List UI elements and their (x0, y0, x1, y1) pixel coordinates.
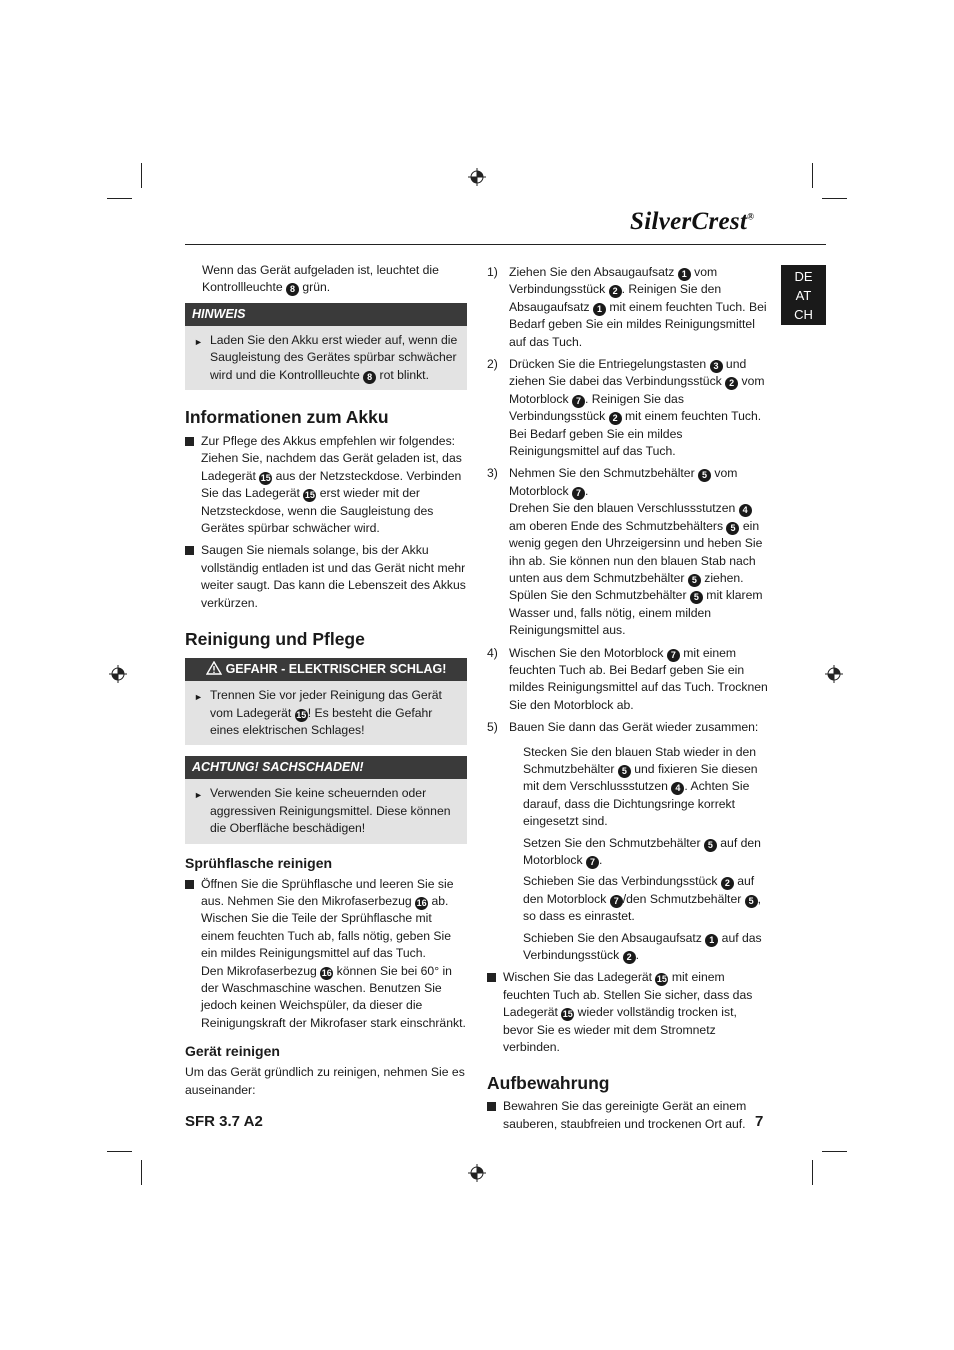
callout-15: 15 (562, 1009, 573, 1020)
callout-1: 1 (593, 303, 606, 316)
callout-16: 16 (416, 897, 427, 908)
warning-triangle-icon (206, 661, 222, 675)
arrow-icon: ► (194, 692, 203, 703)
bullet-square-icon (487, 973, 496, 982)
callout-2: 2 (623, 951, 636, 964)
callout-3: 3 (710, 360, 723, 373)
heading-pflege: Reinigung und Pflege (185, 629, 365, 650)
header-rule (185, 244, 826, 245)
heading-geraet: Gerät reinigen (185, 1043, 280, 1060)
callout-2: 2 (725, 377, 738, 390)
footer-model: SFR 3.7 A2 (185, 1113, 263, 1130)
hinweis-body: ► Laden Sie den Akku erst wieder auf, wenn die Saugleistung des Gerätes spürbar schwächer wird und die Kontrollleuchte 8 rot blinkt. (194, 332, 458, 382)
charge-intro: Wenn das Gerät aufgeladen ist, leuchtet die Kontrollleuchte 8 grün. (202, 263, 439, 295)
registration-icon (109, 665, 127, 683)
crop-mark (107, 1151, 132, 1152)
callout-5: 5 (688, 574, 701, 587)
callout-5: 5 (745, 895, 758, 908)
step-2: 2) Drücken Sie die Entriegelungstasten 3 und ziehen Sie dabei das Verbindungsstück 2 vom Motorblock 7 . Reinigen Sie das Verbindungsstück 2 mit einem feuchten Tuch. Bei Bedarf geben Sie ein mildes Reinigungsmittel auf das Tuch. (487, 357, 765, 459)
step-1: 1) Ziehen Sie den Absaugaufsatz 1 vom Verbindungsstück 2 . Reinigen Sie den Absaugaufsatz 1 mit einem feuchten Tuch. Bei Bedarf geben Sie ein mildes Reinigungsmittel auf das Tuch. (487, 265, 767, 349)
geraet-text: Um das Gerät gründlich zu reinigen, nehmen Sie es auseinander: (185, 1065, 465, 1097)
callout-4: 4 (671, 782, 684, 795)
gefahr-title: GEFAHR - ELEKTRISCHER SCHLAG! (185, 658, 467, 681)
callout-2: 2 (721, 877, 734, 890)
heading-aufbewahrung: Aufbewahrung (487, 1073, 610, 1094)
callout-5: 5 (698, 469, 711, 482)
crop-mark (812, 1160, 813, 1185)
gefahr-box (185, 658, 467, 745)
achtung-title: ACHTUNG! SACHSCHADEN! (185, 756, 467, 779)
arrow-icon: ► (194, 790, 203, 801)
ladegeraet-bullet: Wischen Sie das Ladegerät 15 mit einem feuchten Tuch ab. Stellen Sie sicher, dass das Ladegerät 15 wieder vollständig trocken ist, bevor Sie es wieder mit dem Stromnetz verbinden. (487, 969, 769, 1056)
gefahr-body: ► Trennen Sie vor jeder Reinigung das Gerät vom Ladegerät 15 ! Es besteht die Gefahr eines elektrischen Schlages! (194, 688, 442, 737)
registration-icon (468, 168, 486, 186)
callout-7: 7 (572, 487, 585, 500)
callout-16: 16 (321, 967, 332, 978)
callout-7: 7 (667, 649, 680, 662)
achtung-box (185, 756, 467, 843)
spray-bullet: Öffnen Sie die Sprühflasche und leeren Sie sie aus. Nehmen Sie den Mikrofaserbezug 16 ab. Wischen Sie die Teile der Sprühflasche mit einem feuchten Tuch ab, falls nötig, geben Sie ein mildes Reinigungsmittel auf das Tuch. Den Mikrofaserbezug 16 können Sie bei 60° in der Waschmaschine waschen. Benutzen Sie jedoch keinen Weichspüler, da dieser die Reinigungskraft der Mikrofaser stark einschränkt. (185, 876, 467, 1033)
crop-mark (822, 198, 847, 199)
crop-mark (141, 1160, 142, 1185)
callout-8: 8 (286, 283, 299, 296)
callout-15: 15 (296, 709, 307, 720)
callout-7: 7 (572, 395, 585, 408)
callout-15: 15 (260, 472, 271, 483)
registration-icon (825, 665, 843, 683)
akku-bullet-1: Zur Pflege des Akkus empfehlen wir folgendes: Ziehen Sie, nachdem das Gerät geladen ist, das Ladegerät 15 aus der Netzsteckdose. Verbinden Sie das Ladegerät 15 erst wieder mit der Netzsteckdose, wenn die Saugleistung des Gerätes spürbar schwächer wird. (185, 433, 467, 537)
right-column (487, 264, 769, 1133)
heading-akku: Informationen zum Akku (185, 407, 389, 428)
callout-5: 5 (690, 591, 703, 604)
crop-mark (822, 1151, 847, 1152)
crop-mark (141, 163, 142, 188)
left-column (185, 262, 467, 1099)
bullet-square-icon (487, 1102, 496, 1111)
step-3: 3) Nehmen Sie den Schmutzbehälter 5 vom Motorblock 7 . Drehen Sie den blauen Verschlussstutzen 4 am oberen Ende des Schmutzbehälters 5 ein wenig gegen den Uhrzeigersinn und heben Sie ihn ab. Sie können nun den blauen Stab nach unten aus dem Schmutzbehälter 5 ziehen. Spülen Sie den Schmutzbehälter 5 mit klarem Wasser und, falls nötig, einem milden Reinigungsmittel aus. (487, 466, 763, 638)
callout-8: 8 (363, 371, 376, 384)
language-badge (781, 265, 826, 325)
page-number: 7 (755, 1113, 764, 1130)
step-4: 4) Wischen Sie den Motorblock 7 mit einem feuchten Tuch ab. Bei Bedarf geben Sie ein mildes Reinigungsmittel auf das Tuch. Trocknen Sie den Motorblock ab. (487, 645, 768, 712)
language-ch: CH (794, 307, 813, 322)
crop-mark (107, 198, 132, 199)
aufbewahrung-bullet: Bewahren Sie das gereinigte Gerät an einem sauberen, staubfreien und trockenen Ort auf. (487, 1098, 769, 1133)
language-de: DE (794, 269, 813, 284)
bullet-square-icon (185, 546, 194, 555)
hinweis-title: HINWEIS (185, 303, 467, 326)
callout-2: 2 (609, 412, 622, 425)
callout-2: 2 (609, 285, 622, 298)
achtung-body: ► Verwenden Sie keine scheuernden oder aggressiven Reinigungsmittel. Diese können die Oberfläche beschädigen! (194, 786, 451, 836)
brand-logo (630, 208, 754, 236)
language-at: AT (795, 288, 812, 303)
callout-5: 5 (726, 522, 739, 535)
reassemble-3: Schieben Sie das Verbindungsstück 2 auf den Motorblock 7 /den Schmutzbehälter 5 , so dass es einrastet. (523, 874, 762, 924)
callout-4: 4 (739, 504, 752, 517)
callout-1: 1 (705, 934, 718, 947)
bullet-square-icon (185, 880, 194, 889)
reassemble-2: Setzen Sie den Schmutzbehälter 5 auf den Motorblock 7 . (523, 835, 761, 867)
heading-spray: Sprühflasche reinigen (185, 854, 333, 871)
reassemble-1: Stecken Sie den blauen Stab wieder in den Schmutzbehälter 5 und fixieren Sie diesen mit dem Verschlussstutzen 4 . Achten Sie darauf, dass die Dichtungsringe korrekt eingesetzt sind. (523, 744, 758, 829)
registered-mark: ® (747, 211, 755, 222)
bullet-square-icon (185, 437, 194, 446)
callout-15: 15 (304, 490, 315, 501)
callout-5: 5 (704, 839, 717, 852)
registration-icon (468, 1164, 486, 1182)
step-5: 5) Bauen Sie dann das Gerät wieder zusammen: (487, 720, 759, 735)
brand-logo-text: SilverCrest (630, 208, 748, 235)
callout-1: 1 (678, 268, 691, 281)
reassemble-4: Schieben Sie den Absaugaufsatz 1 auf das Verbindungsstück 2 . (523, 930, 762, 963)
akku-bullet-2: Saugen Sie niemals solange, bis der Akku vollständig entladen ist und das Gerät nicht mehr weiter saugt. Das kann die Lebenszeit des Akkus verkürzen. (185, 542, 467, 612)
callout-7: 7 (610, 895, 623, 908)
hinweis-box (185, 303, 467, 390)
crop-mark (812, 163, 813, 188)
callout-5: 5 (618, 765, 631, 778)
arrow-icon: ► (194, 336, 203, 347)
callout-15: 15 (656, 974, 667, 985)
callout-7: 7 (586, 856, 599, 869)
